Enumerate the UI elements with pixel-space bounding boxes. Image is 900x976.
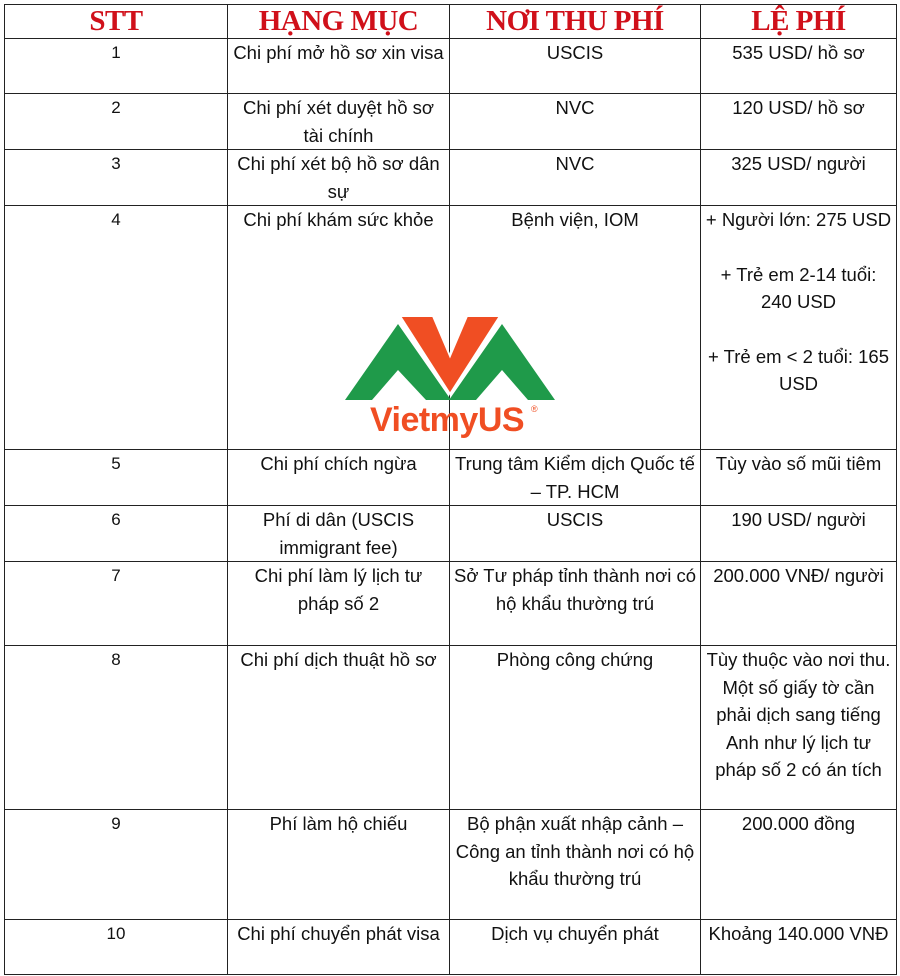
- fee-line: 120 USD/ hồ sơ: [732, 97, 865, 118]
- table-row: [5, 562, 897, 646]
- fee-line: Tùy vào số mũi tiêm: [715, 453, 882, 474]
- cell-item: Chi phí mở hồ sơ xin visa: [228, 39, 450, 94]
- table-row: [5, 150, 897, 206]
- fee-line: Khoảng 140.000 VNĐ: [708, 923, 889, 944]
- cell-place: Bệnh viện, IOM: [450, 206, 701, 450]
- cell-place: Dịch vụ chuyển phát: [450, 920, 701, 975]
- fee-table: [4, 4, 897, 975]
- header-stt: STT: [5, 5, 228, 39]
- cell-fee: [701, 810, 897, 920]
- cell-item: Chi phí dịch thuật hồ sơ: [228, 646, 450, 810]
- spacer: [705, 234, 892, 261]
- fee-line: 200.000 VNĐ/ người: [713, 565, 884, 586]
- cell-stt: 6: [5, 506, 228, 562]
- table-row: [5, 646, 897, 810]
- cell-item: Chi phí chích ngừa: [228, 450, 450, 506]
- cell-fee: [701, 39, 897, 94]
- table-row: [5, 39, 897, 94]
- header-place: NƠI THU PHÍ: [450, 5, 701, 39]
- cell-item: Chi phí xét bộ hồ sơ dân sự: [228, 150, 450, 206]
- table-row: [5, 450, 897, 506]
- cell-fee: [701, 920, 897, 975]
- cell-stt: 7: [5, 562, 228, 646]
- cell-stt: 9: [5, 810, 228, 920]
- fee-line: 535 USD/ hồ sơ: [732, 42, 865, 63]
- table-row: [5, 206, 897, 450]
- fee-line: + Trẻ em 2-14 tuổi: 240 USD: [720, 263, 877, 312]
- cell-item: Chi phí xét duyệt hồ sơ tài chính: [228, 94, 450, 150]
- cell-fee: [701, 206, 897, 450]
- cell-place: USCIS: [450, 506, 701, 562]
- cell-stt: 3: [5, 150, 228, 206]
- logo-registered-mark: ®: [531, 404, 538, 414]
- logo-text: VietmyUS: [369, 401, 525, 439]
- cell-stt: 4: [5, 206, 228, 450]
- cell-place: Phòng công chứng: [450, 646, 701, 810]
- cell-fee: [701, 150, 897, 206]
- header-fee: LỆ PHÍ: [701, 5, 897, 39]
- table-row: [5, 810, 897, 920]
- cell-stt: 8: [5, 646, 228, 810]
- cell-place: USCIS: [450, 39, 701, 94]
- cell-place: NVC: [450, 94, 701, 150]
- cell-stt: 2: [5, 94, 228, 150]
- cell-place: Sở Tư pháp tỉnh thành nơi có hộ khẩu thường trú: [450, 562, 701, 646]
- header-row: [5, 5, 897, 39]
- fee-line: 200.000 đồng: [741, 813, 856, 834]
- cell-stt: 10: [5, 920, 228, 975]
- fee-line: 325 USD/ người: [731, 153, 866, 174]
- table-row: [5, 920, 897, 975]
- cell-item: Chi phí chuyển phát visa: [228, 920, 450, 975]
- cell-fee: [701, 646, 897, 810]
- fee-line: + Trẻ em < 2 tuổi: 165 USD: [708, 345, 889, 394]
- cell-stt: 5: [5, 450, 228, 506]
- cell-place: Trung tâm Kiểm dịch Quốc tế – TP. HCM: [450, 450, 701, 506]
- fee-line: 190 USD/ người: [731, 509, 866, 530]
- fee-line: + Người lớn: 275 USD: [705, 209, 892, 230]
- cell-item: Phí di dân (USCIS immigrant fee): [228, 506, 450, 562]
- cell-fee: [701, 562, 897, 646]
- spacer: [705, 316, 892, 343]
- header-item: HẠNG MỤC: [228, 5, 450, 39]
- table-row: [5, 506, 897, 562]
- fee-line: Tùy thuộc vào nơi thu. Một số giấy tờ cần phải dịch sang tiếng Anh như lý lịch tư pháp số 2 có án tích: [706, 649, 891, 780]
- cell-fee: [701, 450, 897, 506]
- cell-place: NVC: [450, 150, 701, 206]
- cell-fee: [701, 506, 897, 562]
- table-row: [5, 94, 897, 150]
- cell-item: Chi phí làm lý lịch tư pháp số 2: [228, 562, 450, 646]
- cell-fee: [701, 94, 897, 150]
- cell-stt: 1: [5, 39, 228, 94]
- cell-item: Phí làm hộ chiếu: [228, 810, 450, 920]
- cell-place: Bộ phận xuất nhập cảnh – Công an tỉnh thành nơi có hộ khẩu thường trú: [450, 810, 701, 920]
- cell-item: Chi phí khám sức khỏe: [228, 206, 450, 450]
